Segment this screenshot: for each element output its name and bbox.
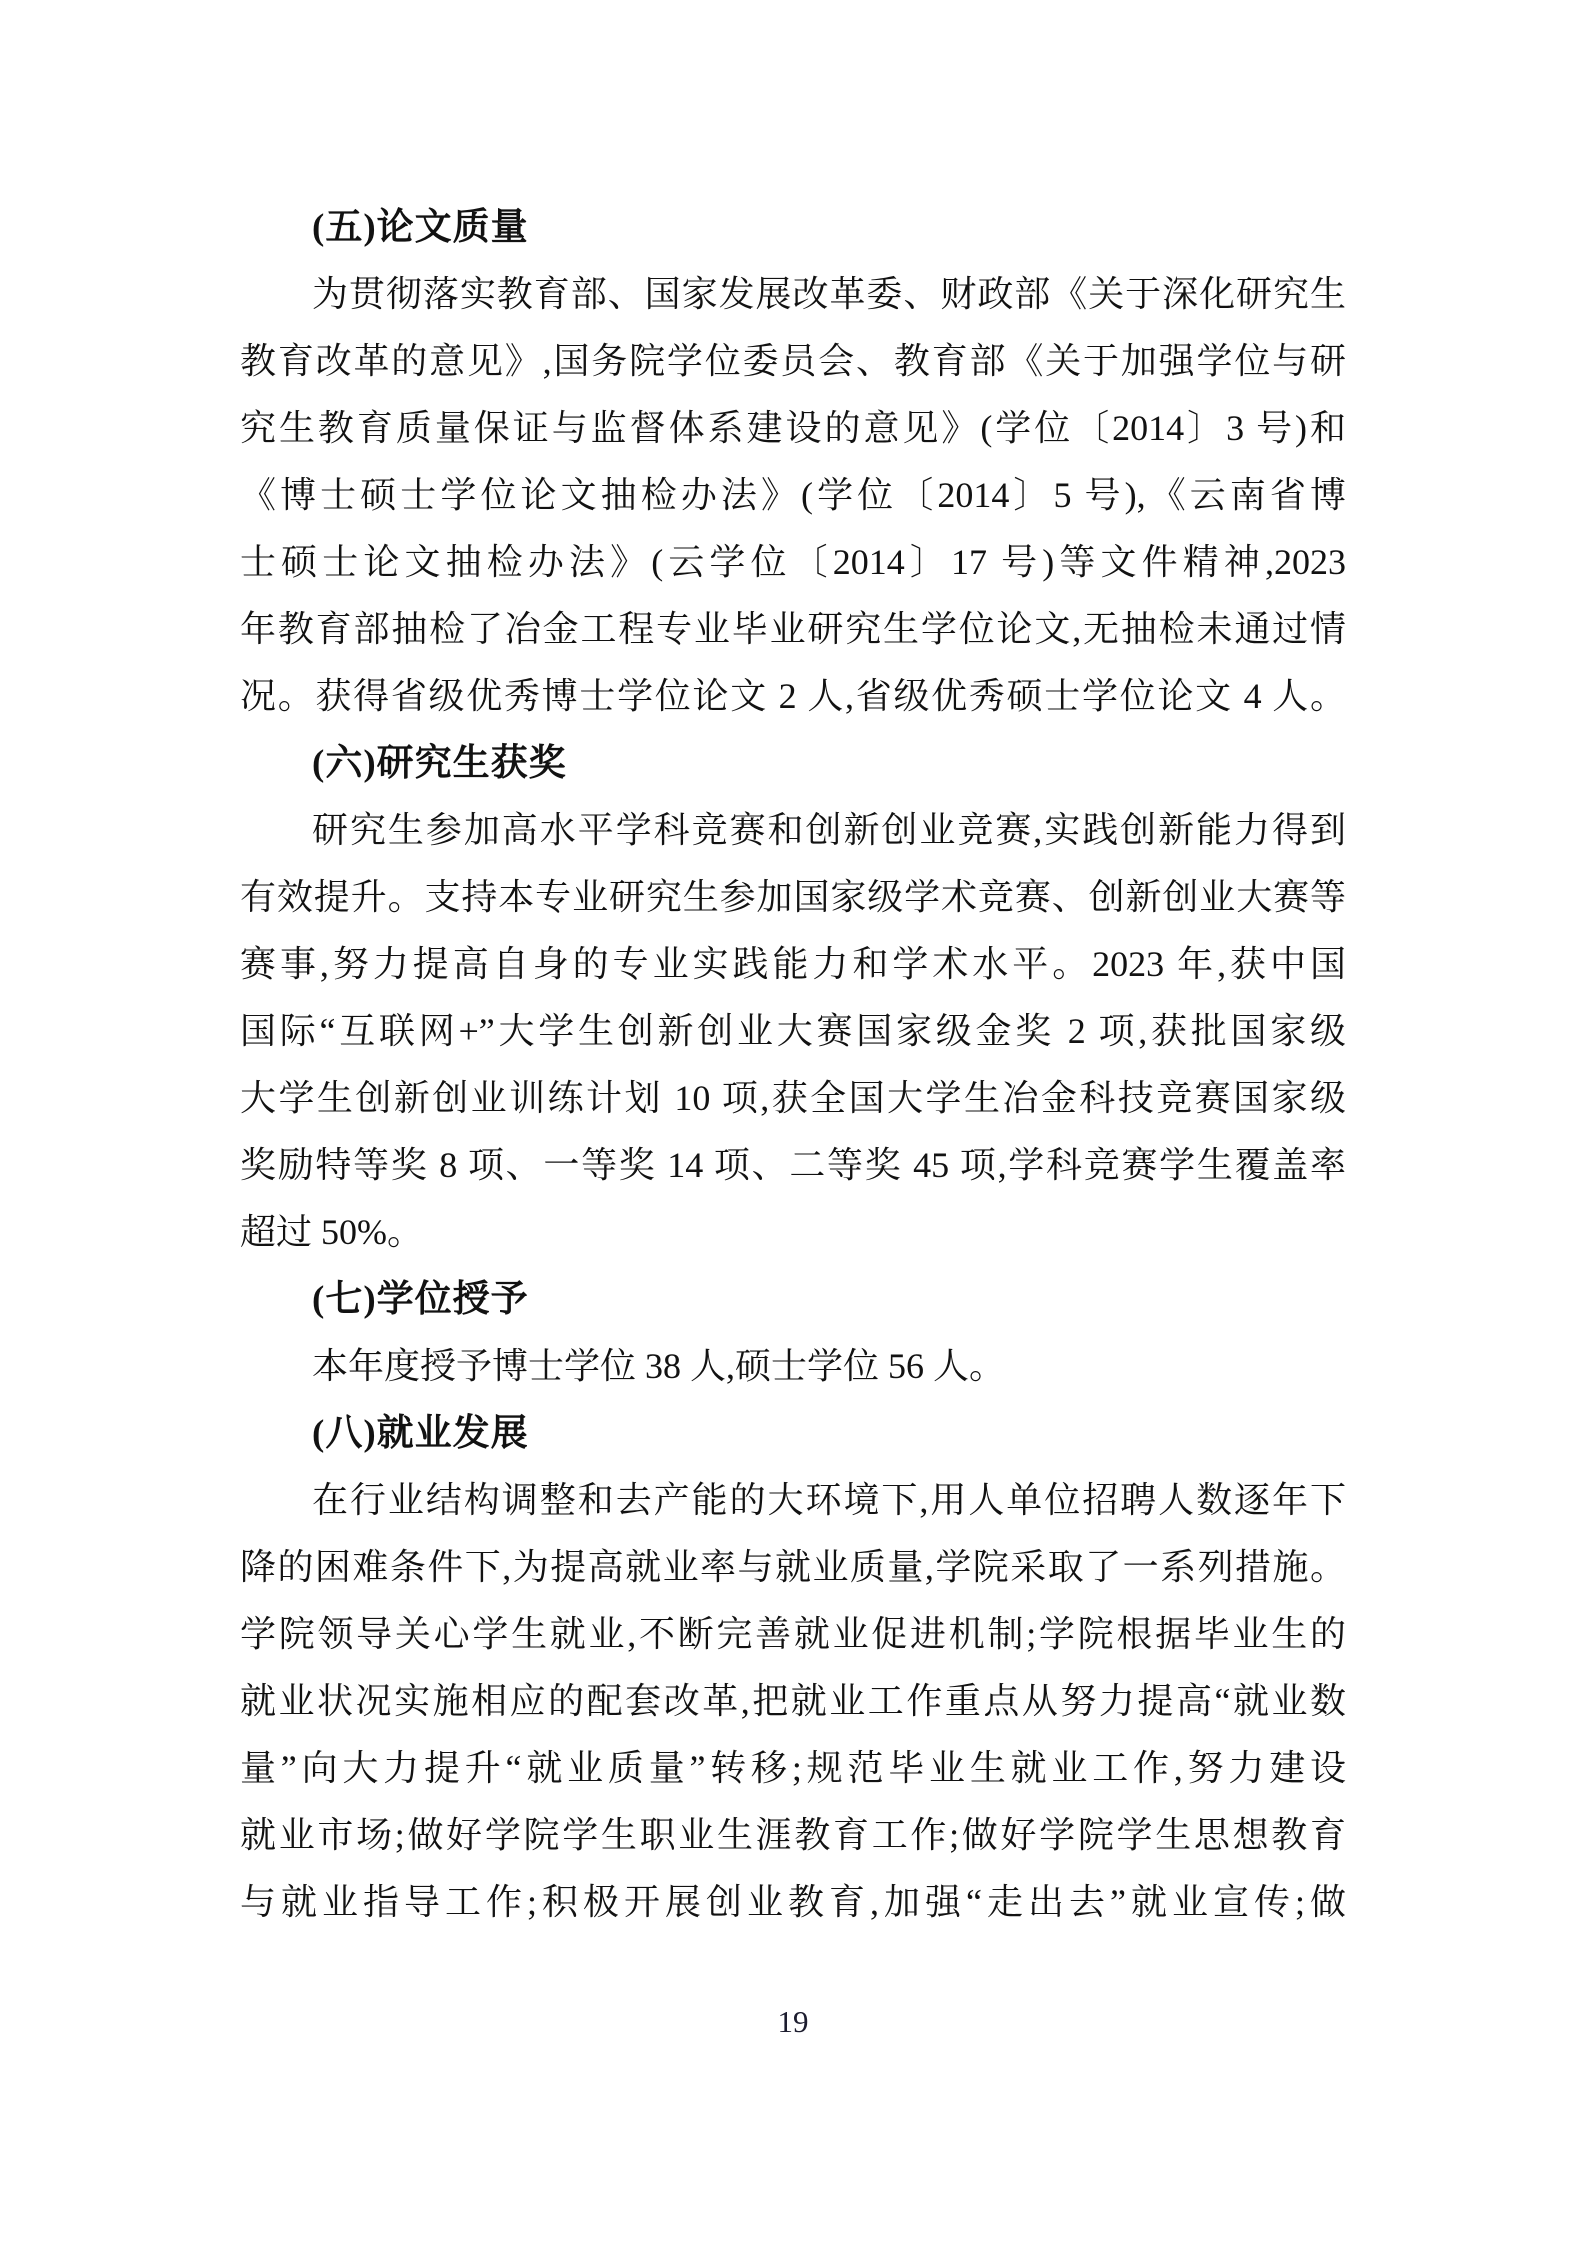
text-line: 赛事,努力提高自身的专业实践能力和学术水平。2023 年,获中国 xyxy=(240,944,1346,984)
text-line: 《博士硕士学位论文抽检办法》(学位〔2014〕5 号),《云南省博 xyxy=(240,475,1346,515)
text-line: 士硕士论文抽检办法》(云学位〔2014〕17 号)等文件精神,2023 xyxy=(240,542,1346,582)
text-line: 超过 50%。 xyxy=(240,1212,423,1252)
section-heading: (五)论文质量 xyxy=(312,207,529,248)
paragraph xyxy=(240,261,1346,730)
text-line: 年教育部抽检了冶金工程专业毕业研究生学位论文,无抽检未通过情 xyxy=(240,609,1346,649)
text-line: 研究生参加高水平学科竞赛和创新创业竞赛,实践创新能力得到 xyxy=(312,810,1346,850)
text-line: 与就业指导工作;积极开展创业教育,加强“走出去”就业宣传;做 xyxy=(240,1882,1346,1922)
text-line: 为贯彻落实教育部、国家发展改革委、财政部《关于深化研究生 xyxy=(312,274,1346,314)
text-line: 量”向大力提升“就业质量”转移;规范毕业生就业工作,努力建设 xyxy=(240,1748,1346,1788)
text-line: 降的困难条件下,为提高就业率与就业质量,学院采取了一系列措施。 xyxy=(240,1547,1346,1587)
paragraph xyxy=(240,1333,1346,1400)
paragraph xyxy=(240,1467,1346,1936)
section-heading: (六)研究生获奖 xyxy=(312,743,567,784)
text-line: 教育改革的意见》,国务院学位委员会、教育部《关于加强学位与研 xyxy=(240,341,1346,381)
text-line: 有效提升。支持本专业研究生参加国家级学术竞赛、创新创业大赛等 xyxy=(240,877,1346,917)
page-number: 19 xyxy=(777,2004,809,2039)
document-body xyxy=(240,194,1346,1936)
text-line: 究生教育质量保证与监督体系建设的意见》(学位〔2014〕3 号)和 xyxy=(240,408,1346,448)
text-line: 奖励特等奖 8 项、一等奖 14 项、二等奖 45 项,学科竞赛学生覆盖率 xyxy=(240,1145,1346,1185)
text-line: 大学生创新创业训练计划 10 项,获全国大学生冶金科技竞赛国家级 xyxy=(240,1078,1346,1118)
section-heading: (七)学位授予 xyxy=(312,1279,529,1320)
text-line: 就业市场;做好学院学生职业生涯教育工作;做好学院学生思想教育 xyxy=(240,1815,1346,1855)
section-heading: (八)就业发展 xyxy=(312,1413,529,1454)
text-line: 国际“互联网+”大学生创新创业大赛国家级金奖 2 项,获批国家级 xyxy=(240,1011,1346,1051)
text-line: 况。获得省级优秀博士学位论文 2 人,省级优秀硕士学位论文 4 人。 xyxy=(240,676,1346,716)
text-line: 本年度授予博士学位 38 人,硕士学位 56 人。 xyxy=(312,1346,1006,1386)
page-footer xyxy=(240,2002,1346,2042)
paragraph xyxy=(240,797,1346,1266)
text-line: 在行业结构调整和去产能的大环境下,用人单位招聘人数逐年下 xyxy=(312,1480,1346,1520)
text-line: 就业状况实施相应的配套改革,把就业工作重点从努力提高“就业数 xyxy=(240,1681,1346,1721)
text-line: 学院领导关心学生就业,不断完善就业促进机制;学院根据毕业生的 xyxy=(240,1614,1346,1654)
